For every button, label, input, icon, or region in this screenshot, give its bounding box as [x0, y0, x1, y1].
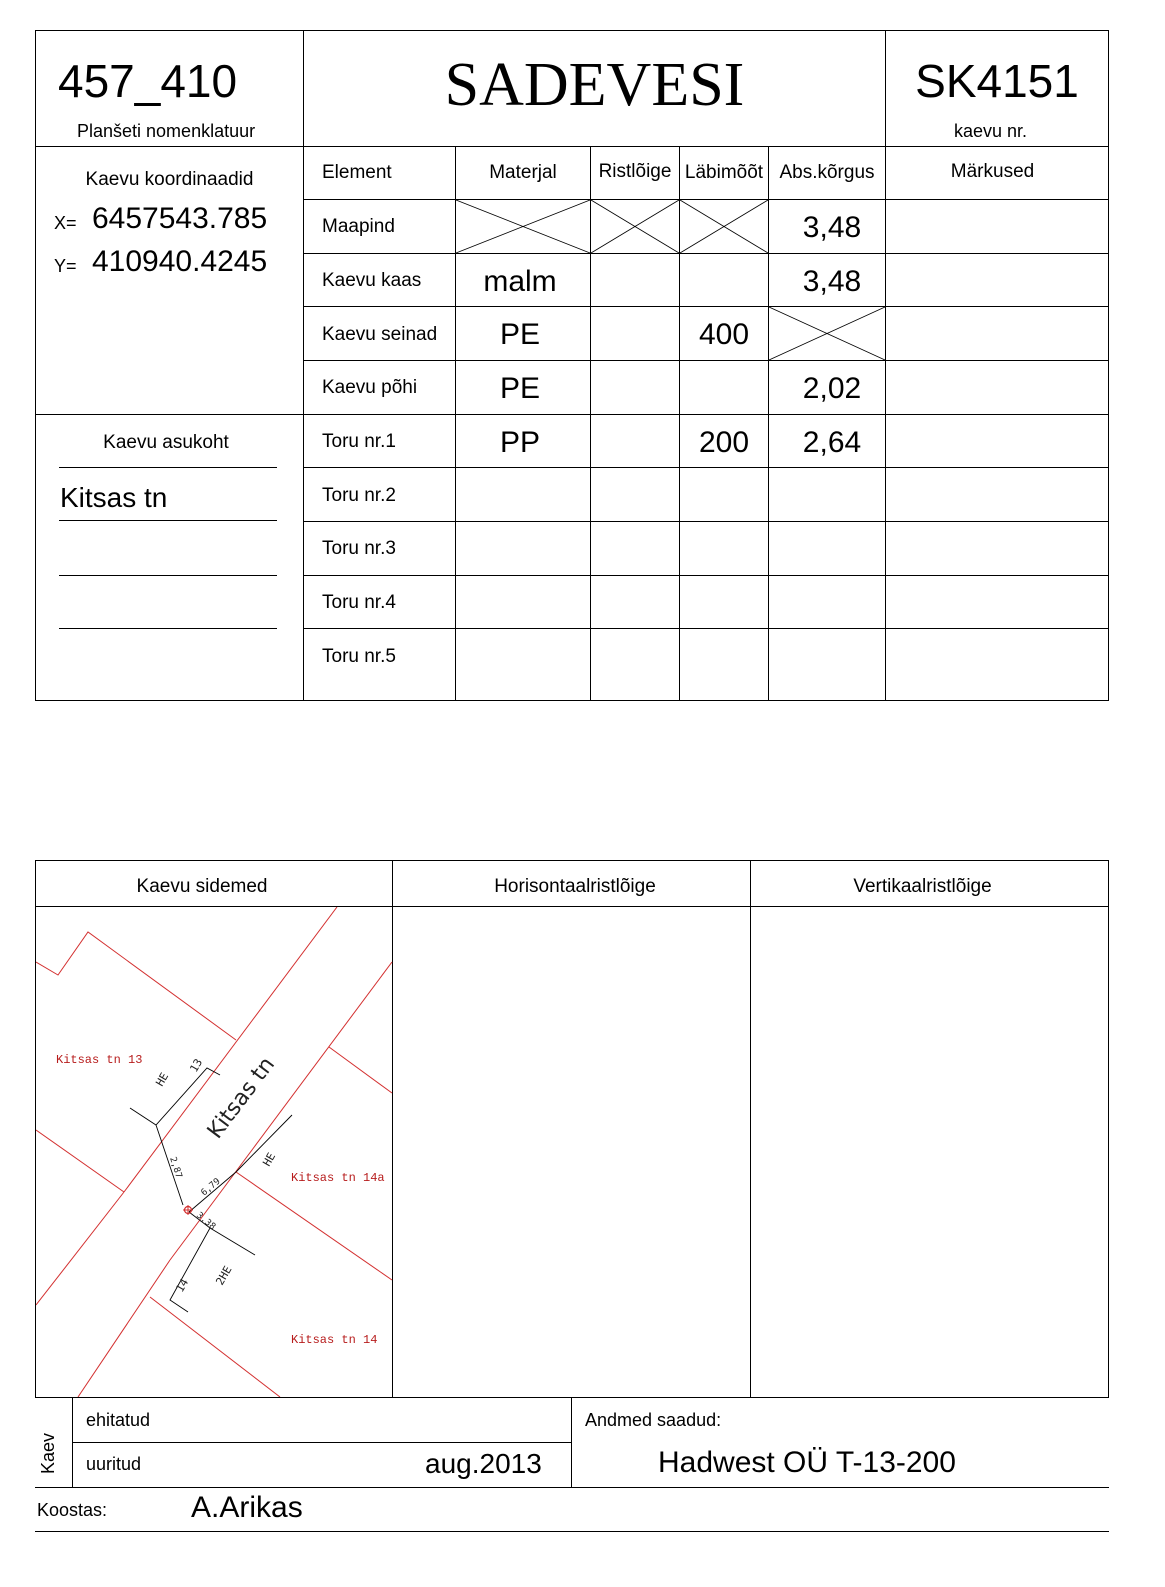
row-element: Kaevu seinad: [322, 324, 438, 345]
side-label: Kaev: [38, 1432, 58, 1474]
row-material: PP: [499, 426, 541, 459]
street-border-upper-ext: [36, 1192, 124, 1305]
row-element: Toru nr.5: [322, 646, 396, 667]
sheet-label: Planšeti nomenklatuur: [77, 121, 256, 141]
row-element: Maapind: [322, 216, 395, 237]
column-header-notes: Märkused: [950, 161, 1035, 182]
house-14-number-label: 14: [173, 1276, 192, 1295]
row-material: malm: [483, 265, 557, 298]
parcel-13-boundary: [36, 932, 236, 1040]
row-element: Kaevu põhi: [322, 377, 418, 398]
location-line-1: Kitsas tn: [60, 482, 168, 513]
street-name-label: Kitsas tn: [202, 1052, 281, 1144]
y-coordinate: 410940.4245: [92, 245, 268, 278]
row-elevation: 2,02: [802, 372, 862, 405]
y-label: Y=: [54, 256, 77, 276]
parcel-13-side: [36, 1130, 124, 1192]
parcel-13-label: Kitsas tn 13: [56, 1053, 143, 1067]
coordinates-label: Kaevu koordinaadid: [85, 169, 254, 190]
data-source-label: Andmed saadud:: [585, 1410, 722, 1430]
tie-distance-2: 6,79: [199, 1176, 223, 1199]
page-title: SADEVESI: [444, 51, 745, 119]
site-sketch-map: [36, 907, 393, 1397]
row-material: PE: [499, 318, 541, 351]
row-diameter: 400: [698, 318, 750, 351]
house-13-number-label: 13: [187, 1056, 206, 1075]
x-label: X=: [54, 213, 77, 233]
tie-distance-3: 3,38: [194, 1210, 218, 1233]
row-elevation: 3,48: [802, 211, 862, 244]
author-name: A.Arikas: [191, 1491, 303, 1524]
row-elevation: 3,48: [802, 265, 862, 298]
sheet-number: 457_410: [58, 55, 238, 107]
street-border-upper: [124, 907, 337, 1192]
house-14-outline: [170, 1228, 255, 1312]
parcel-14a-label: Kitsas tn 14a: [291, 1171, 385, 1185]
parcel-14a-side: [236, 1172, 392, 1280]
tie-distance-1: 2,87: [167, 1155, 184, 1180]
column-header-section: Ristlõige: [598, 161, 672, 182]
row-element: Toru nr.2: [322, 485, 396, 506]
row-element: Toru nr.1: [322, 431, 396, 452]
author-label: Koostas:: [37, 1500, 108, 1520]
column-header-material: Materjal: [489, 162, 557, 183]
street-border-lower-ext: [78, 1260, 170, 1397]
well-number: SK4151: [915, 55, 1079, 107]
row-element: Toru nr.3: [322, 538, 396, 559]
surveyed-label: uuritud: [86, 1454, 142, 1474]
house-14-type-label: 2HE: [213, 1263, 235, 1288]
row-element: Toru nr.4: [322, 592, 396, 613]
row-diameter: 200: [698, 426, 750, 459]
row-element: Kaevu kaas: [322, 270, 422, 291]
well-number-label: kaevu nr.: [953, 121, 1028, 141]
column-header-diameter: Läbimõõt: [684, 162, 764, 183]
parcel-14a-rear: [329, 1047, 392, 1093]
location-label: Kaevu asukoht: [103, 432, 229, 453]
column-header-elevation: Abs.kõrgus: [779, 162, 875, 183]
built-label: ehitatud: [86, 1410, 151, 1430]
row-material: PE: [499, 372, 541, 405]
row-elevation: 2,64: [802, 426, 862, 459]
survey-date: aug.2013: [425, 1448, 542, 1479]
panel-title-vertical: Vertikaalristlõige: [853, 876, 992, 897]
parcel-14-label: Kitsas tn 14: [291, 1333, 378, 1347]
house-13-type-label: HE: [153, 1070, 172, 1089]
house-13-outline: [130, 1068, 220, 1125]
x-coordinate: 6457543.785: [92, 202, 268, 235]
panel-title-horizontal: Horisontaalristlõige: [494, 876, 656, 897]
parcel-14-side: [150, 1297, 280, 1397]
column-header-element: Element: [322, 162, 392, 183]
panel-title-ties: Kaevu sidemed: [136, 876, 268, 897]
data-source: Hadwest OÜ T-13-200: [658, 1446, 956, 1479]
house-14a-type-label: HE: [260, 1150, 279, 1169]
